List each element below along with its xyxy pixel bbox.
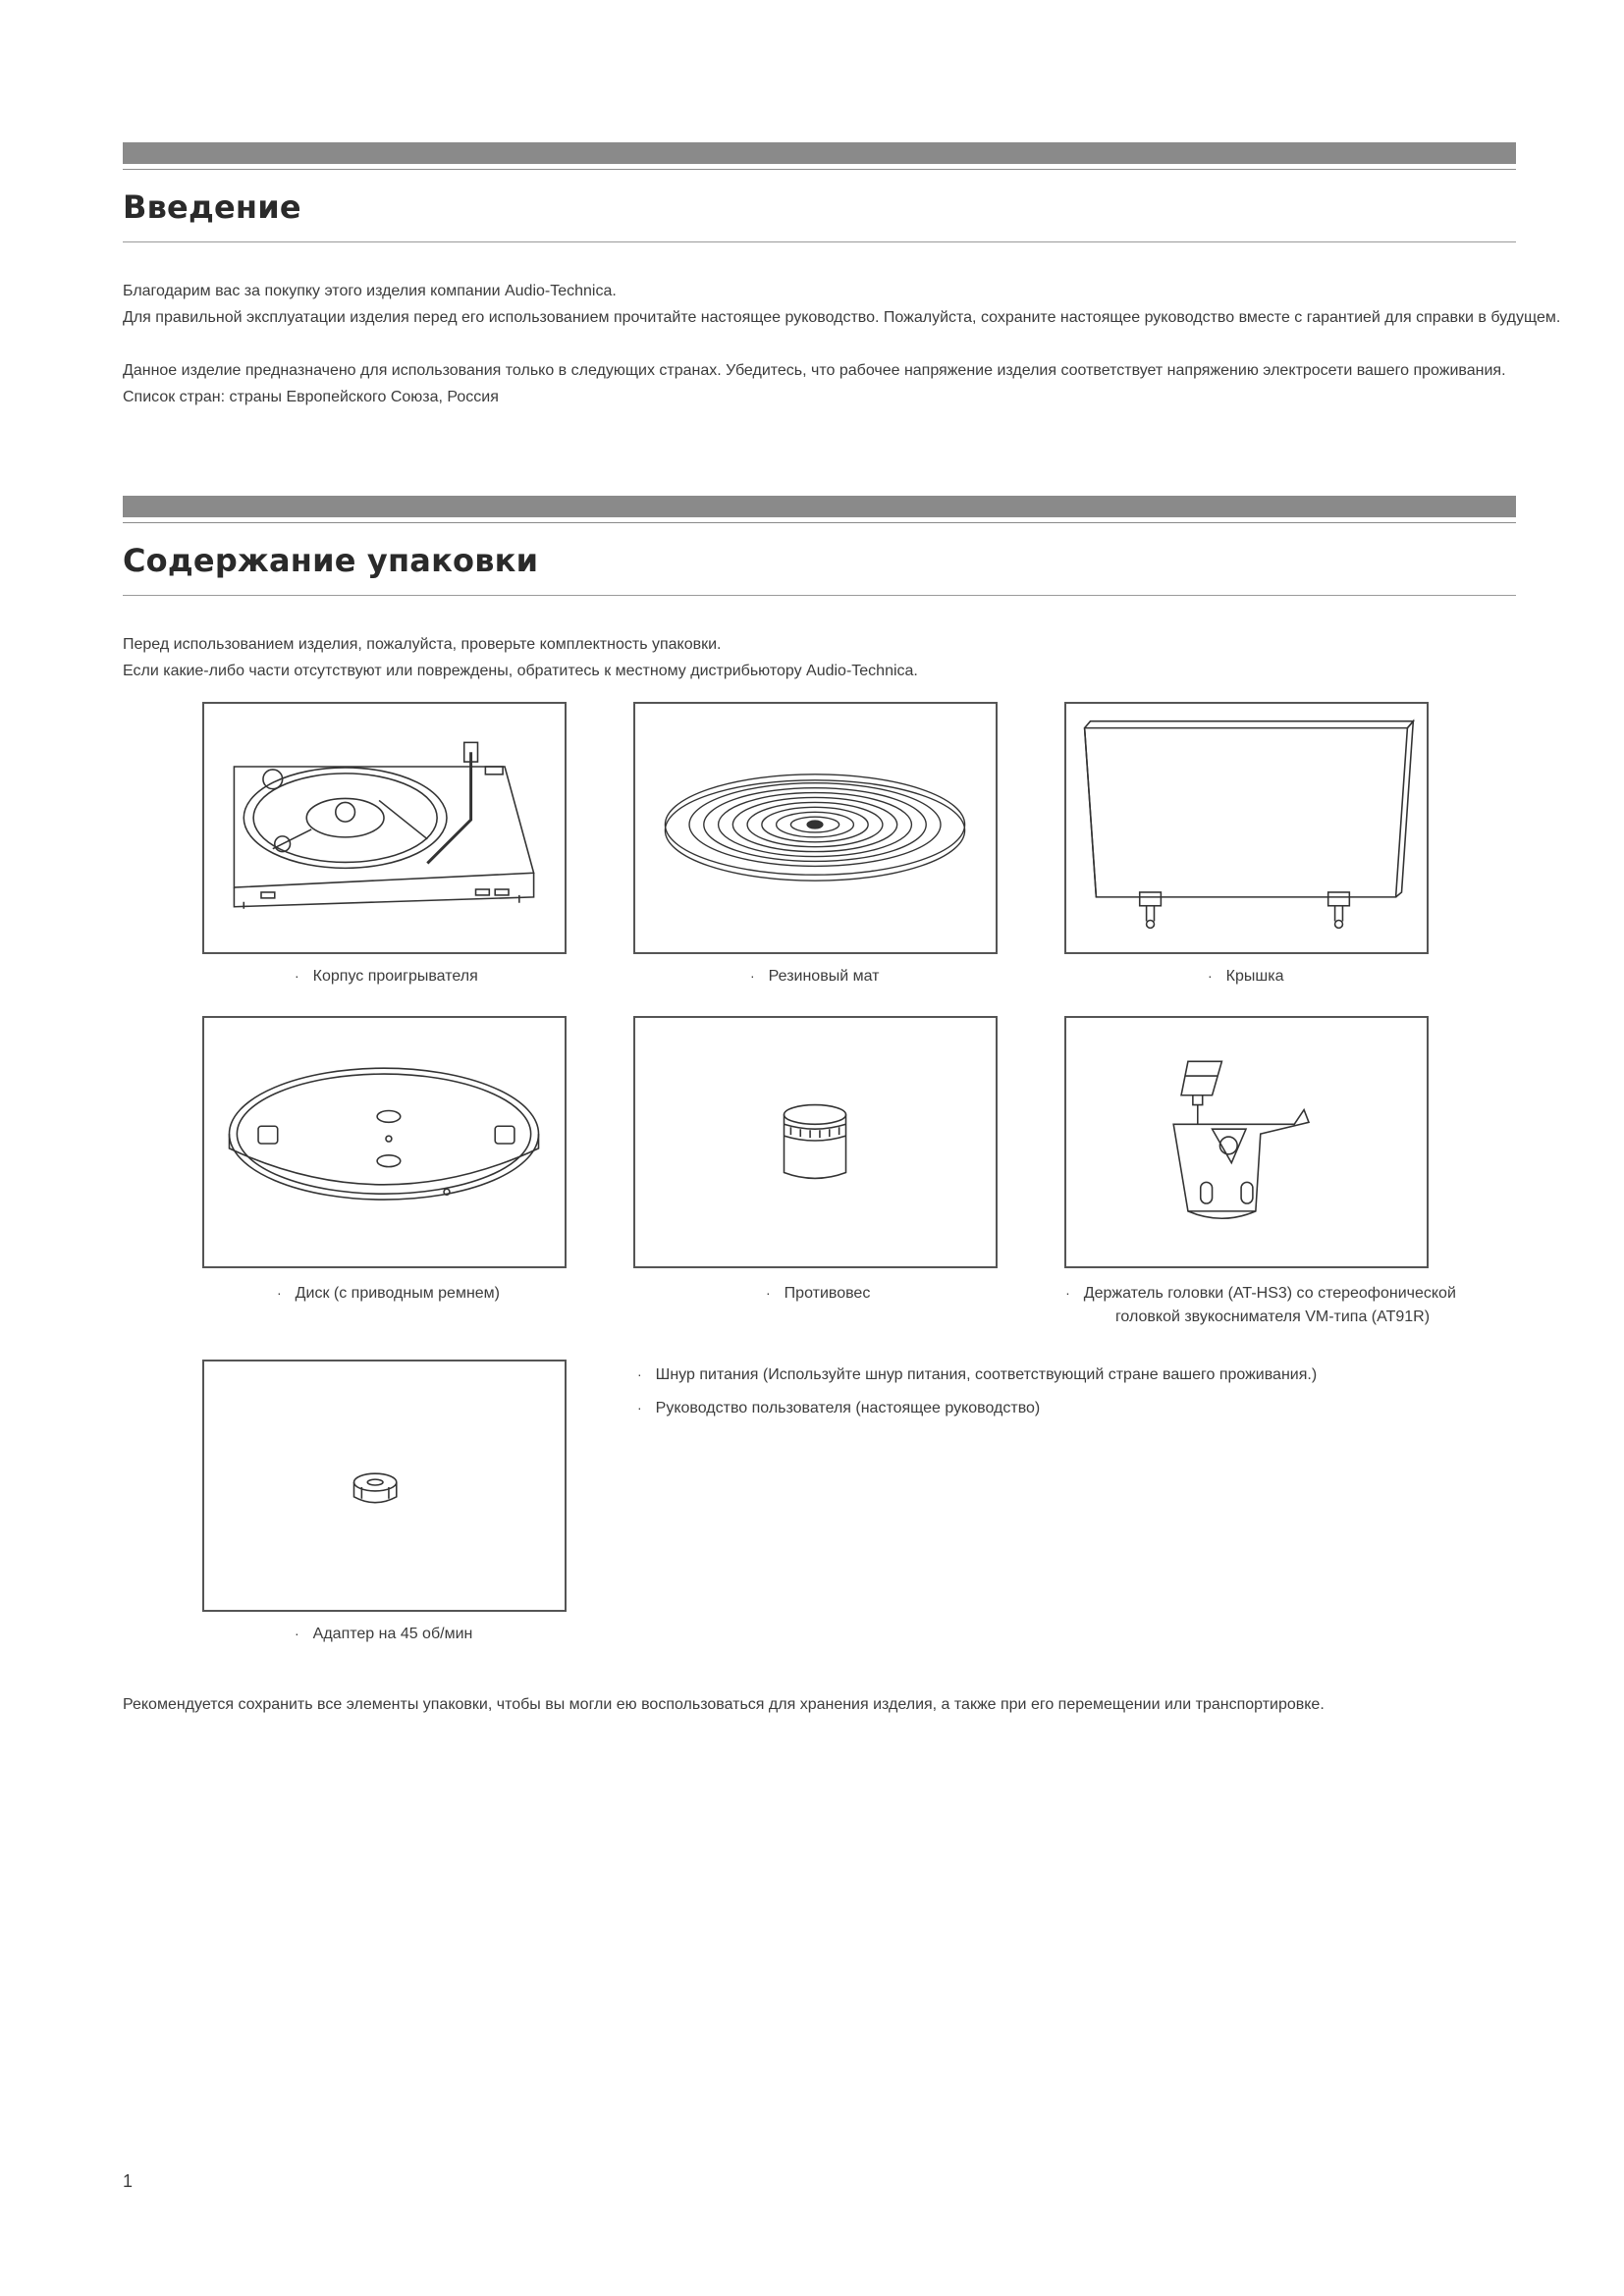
item-caption-counterweight [766, 1281, 870, 1306]
item-caption-adapter [295, 1622, 472, 1646]
page-number: 1 [123, 2171, 134, 2191]
contents-heading-rule [123, 595, 1516, 596]
intro-line: Для правильной эксплуатации изделия перед его использованием прочитайте настоящее руководство. Пожалуйста, сохраните настоящее руководство вместе с гарантией для справки в будущем. [123, 309, 1561, 326]
extra-item-label: Шнур питания (Используйте шнур питания, соответствующий стране вашего проживания.) [655, 1366, 1318, 1383]
bullet: · [1208, 968, 1213, 984]
item-caption-platter [277, 1281, 500, 1306]
intro-section-bar [123, 142, 1516, 164]
dust-cover-icon [1066, 704, 1427, 952]
item-label: Резиновый мат [768, 968, 880, 985]
counterweight-icon [635, 1018, 996, 1266]
item-caption-rubber-mat [750, 964, 879, 988]
item-box-rubber-mat [633, 702, 998, 954]
intro-line: Список стран: страны Европейского Союза, Россия [123, 389, 499, 405]
contents-line: Перед использованием изделия, пожалуйста, проверьте комплектность упаковки. [123, 636, 722, 653]
bullet: · [1065, 1285, 1070, 1301]
intro-heading: Введение [123, 188, 301, 226]
contents-line: Если какие-либо части отсутствуют или повреждены, обратитесь к местному дистрибьютору Audio-Technica. [123, 663, 918, 679]
bullet: · [277, 1285, 282, 1301]
item-caption-headshell [1064, 1281, 1457, 1329]
bullet: · [637, 1400, 642, 1415]
bullet: · [637, 1366, 642, 1382]
item-label: Корпус проигрывателя [312, 968, 478, 985]
intro-section-bar-line [123, 169, 1516, 170]
platter-icon [204, 1018, 565, 1266]
bullet: · [295, 1626, 299, 1641]
headshell-icon [1066, 1018, 1427, 1266]
item-label-line2: головкой звукоснимателя VM-типа (AT91R) [1114, 1308, 1431, 1325]
bullet: · [295, 968, 299, 984]
rubber-mat-icon [635, 704, 996, 952]
intro-heading-rule [123, 241, 1516, 242]
item-box-headshell [1064, 1016, 1429, 1268]
item-box-platter [202, 1016, 567, 1268]
item-box-dust-cover [1064, 702, 1429, 954]
extra-item-manual [637, 1396, 1040, 1420]
item-box-counterweight [633, 1016, 998, 1268]
item-box-turntable [202, 702, 567, 954]
packaging-note: Рекомендуется сохранить все элементы упаковки, чтобы вы могли ею воспользоваться для хранения изделия, а также при его перемещении или транспортировке. [123, 1696, 1325, 1713]
bullet: · [750, 968, 755, 984]
item-caption-turntable [295, 964, 478, 988]
extra-item-power-cord [637, 1362, 1317, 1387]
item-label: Противовес [784, 1285, 871, 1302]
contents-section-bar [123, 496, 1516, 517]
contents-heading: Содержание упаковки [123, 542, 539, 579]
item-label: Диск (с приводным ремнем) [295, 1285, 501, 1302]
item-caption-dust-cover [1208, 964, 1283, 988]
item-label: Крышка [1225, 968, 1284, 985]
contents-intro-paragraph [123, 631, 918, 684]
contents-section-bar-line [123, 522, 1516, 523]
bullet: · [766, 1285, 771, 1301]
item-box-adapter [202, 1360, 567, 1612]
intro-line: Благодарим вас за покупку этого изделия компании Audio-Technica. [123, 283, 617, 299]
adapter-45-icon [204, 1362, 565, 1610]
item-label: Адаптер на 45 об/мин [312, 1626, 473, 1642]
turntable-body-icon [204, 704, 565, 952]
extra-item-label: Руководство пользователя (настоящее руководство) [655, 1400, 1041, 1416]
item-label: Держатель головки (AT-HS3) со стереофонической [1083, 1285, 1456, 1302]
intro-paragraph [123, 278, 1560, 410]
intro-line: Данное изделие предназначено для использования только в следующих странах. Убедитесь, что рабочее напряжение изделия соответствует напряжению электросети вашего проживания. [123, 362, 1506, 379]
